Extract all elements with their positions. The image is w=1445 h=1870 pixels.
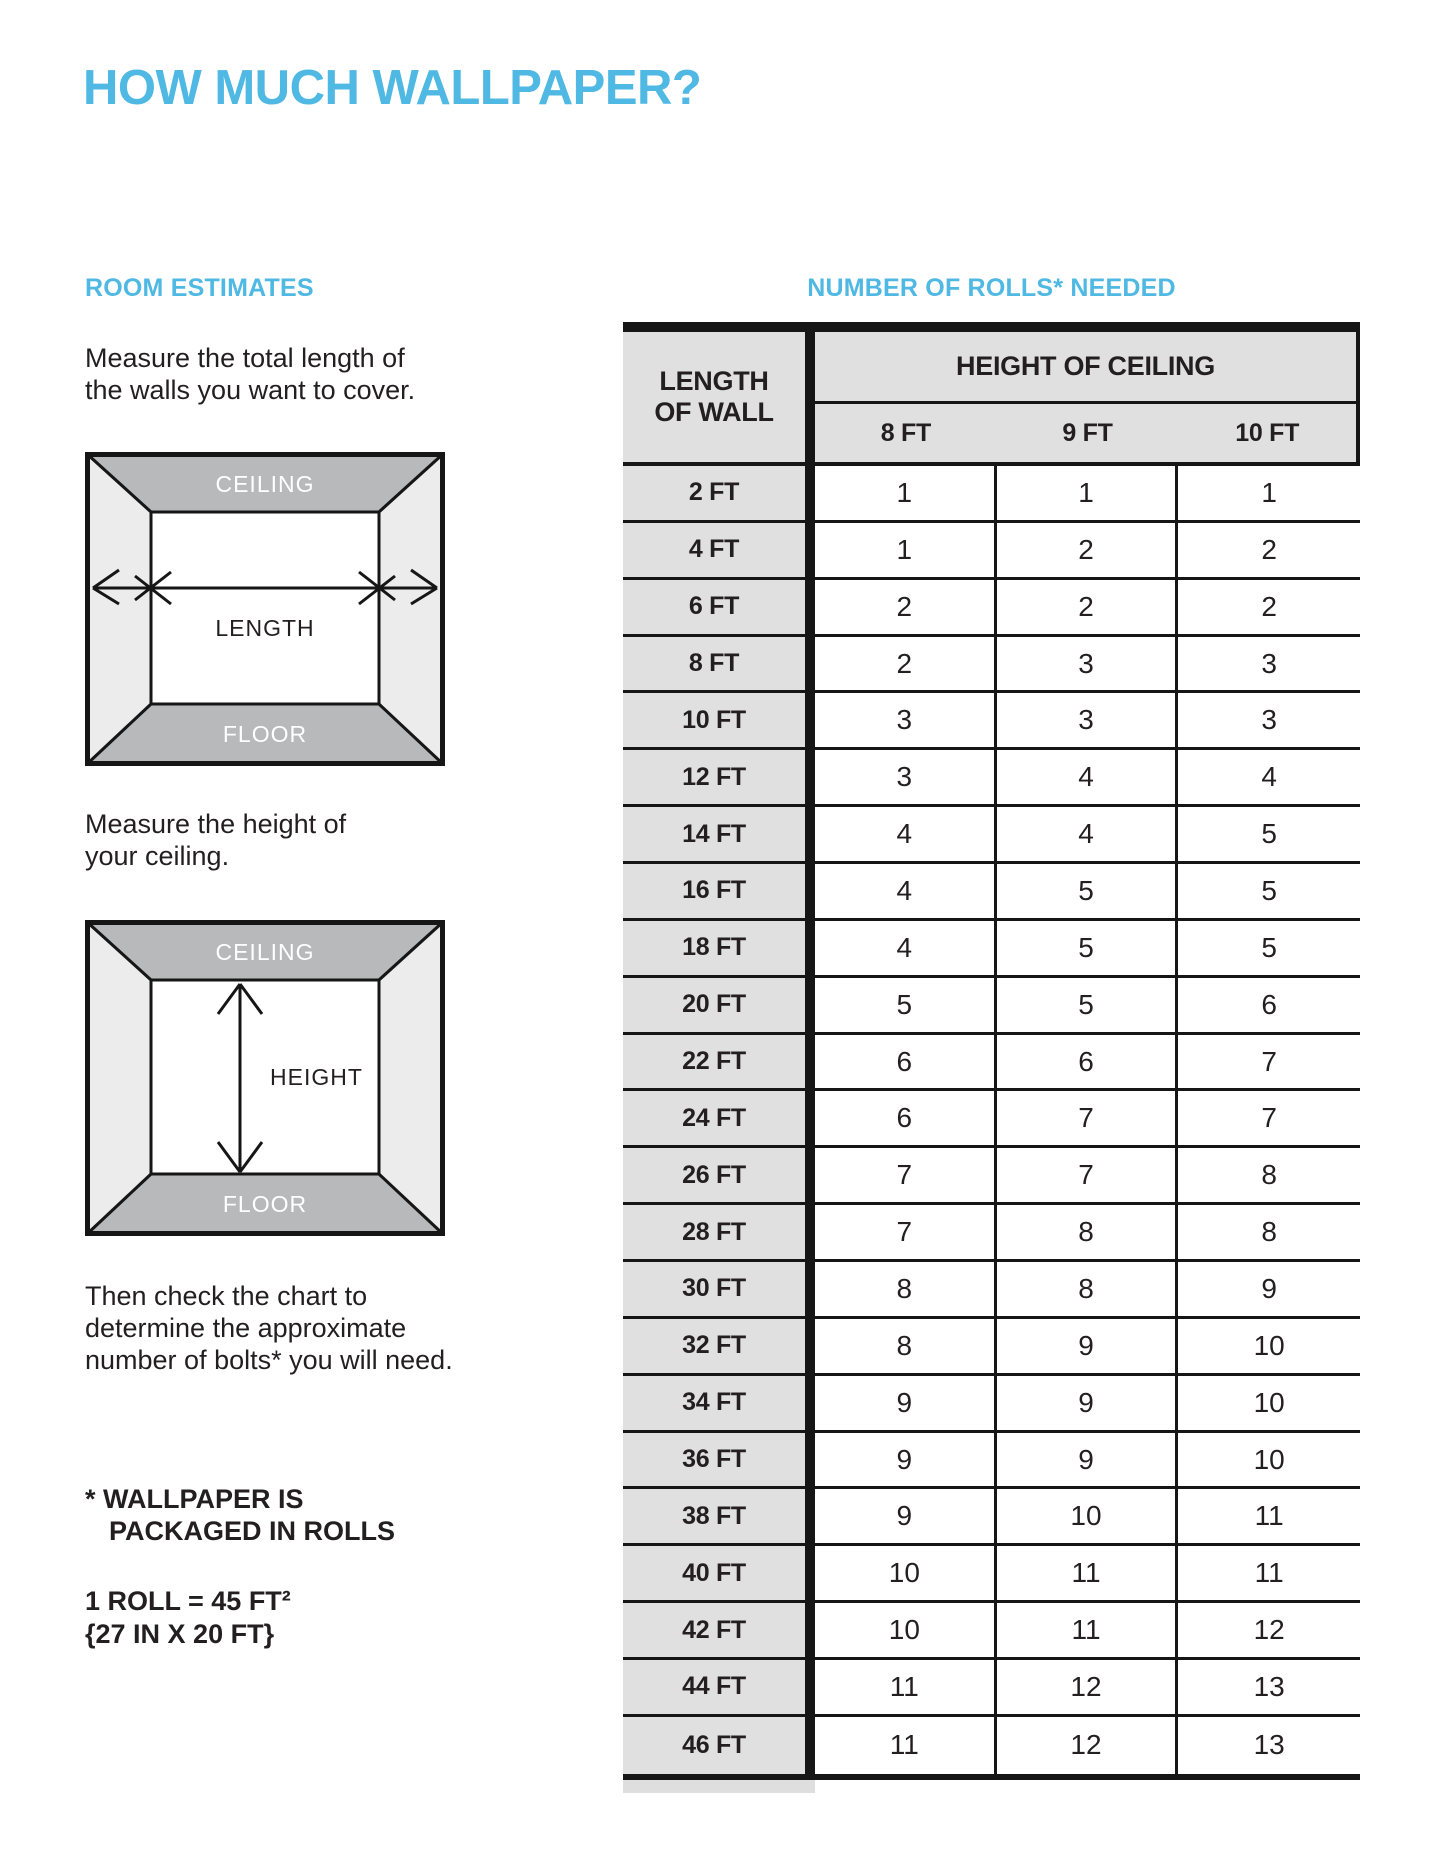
roll-count-cell: 10 (1178, 1433, 1360, 1490)
wall-length-cell: 42 FT (623, 1603, 805, 1660)
instruction-check-chart: Then check the chart to determine the approximate number of bolts* you will need. (85, 1281, 453, 1375)
roll-count-cell: 13 (1178, 1660, 1360, 1717)
ceiling-9ft-header: 9 FT (997, 404, 1179, 466)
roll-count-cell: 12 (997, 1717, 1179, 1774)
roll-count-cell: 3 (1178, 637, 1360, 694)
roll-count-cell: 9 (815, 1489, 997, 1546)
roll-count-cell: 12 (1178, 1603, 1360, 1660)
roll-count-cell: 10 (1178, 1376, 1360, 1433)
roll-count-cell: 5 (997, 978, 1179, 1035)
roll-count-cell: 1 (815, 523, 997, 580)
rolls-table-grid (623, 332, 1360, 1780)
roll-count-cell: 7 (997, 1091, 1179, 1148)
roll-count-cell: 3 (997, 637, 1179, 694)
wall-length-cell: 4 FT (623, 523, 805, 580)
ceiling-10ft-header: 10 FT (1178, 404, 1360, 466)
rolls-needed-heading: NUMBER OF ROLLS* NEEDED (807, 274, 1176, 302)
roll-count-cell: 9 (997, 1319, 1179, 1376)
roll-count-cell: 5 (1178, 807, 1360, 864)
table-footer-gray-strip (623, 1780, 815, 1793)
wall-length-cell: 34 FT (623, 1376, 805, 1433)
floor-label: FLOOR (222, 721, 308, 747)
wall-length-cell: 24 FT (623, 1091, 805, 1148)
roll-count-cell: 8 (1178, 1205, 1360, 1262)
roll-count-cell: 9 (815, 1433, 997, 1490)
wall-length-cell: 12 FT (623, 750, 805, 807)
roll-count-cell: 11 (815, 1660, 997, 1717)
wall-length-cell: 16 FT (623, 864, 805, 921)
wall-length-cell: 22 FT (623, 1035, 805, 1092)
roll-count-cell: 8 (815, 1319, 997, 1376)
roll-count-cell: 7 (997, 1148, 1179, 1205)
roll-count-cell: 6 (815, 1091, 997, 1148)
roll-count-cell: 4 (815, 807, 997, 864)
roll-count-cell: 6 (1178, 978, 1360, 1035)
roll-count-cell: 8 (1178, 1148, 1360, 1205)
roll-count-cell: 11 (1178, 1546, 1360, 1603)
roll-count-cell: 3 (997, 693, 1179, 750)
table-vertical-divider (805, 332, 815, 1774)
wall-length-cell: 14 FT (623, 807, 805, 864)
roll-count-cell: 9 (997, 1433, 1179, 1490)
roll-count-cell: 11 (997, 1546, 1179, 1603)
roll-count-cell: 9 (997, 1376, 1179, 1433)
roll-count-cell: 8 (815, 1262, 997, 1319)
roll-size-spec: 1 ROLL = 45 FT² {27 IN X 20 FT} (85, 1586, 291, 1649)
roll-count-cell: 3 (815, 693, 997, 750)
wall-length-cell: 2 FT (623, 466, 805, 523)
ceiling-8ft-header: 8 FT (815, 404, 997, 466)
roll-count-cell: 10 (1178, 1319, 1360, 1376)
wall-length-cell: 32 FT (623, 1319, 805, 1376)
roll-count-cell: 4 (815, 921, 997, 978)
roll-count-cell: 5 (1178, 921, 1360, 978)
roll-count-cell: 5 (997, 864, 1179, 921)
roll-count-cell: 4 (997, 807, 1179, 864)
roll-count-cell: 13 (1178, 1717, 1360, 1774)
table-top-border (623, 322, 1360, 332)
roll-count-cell: 3 (1178, 693, 1360, 750)
ceiling-label: CEILING (215, 939, 315, 965)
roll-count-cell: 5 (815, 978, 997, 1035)
roll-count-cell: 9 (1178, 1262, 1360, 1319)
instruction-measure-length: Measure the total length of the walls you want to cover. (85, 343, 416, 405)
height-of-ceiling-header: HEIGHT OF CEILING (815, 332, 1360, 404)
wall-length-cell: 46 FT (623, 1717, 805, 1774)
roll-count-cell: 4 (815, 864, 997, 921)
wall-length-cell: 10 FT (623, 693, 805, 750)
back-wall-surface (151, 512, 379, 704)
room-length-diagram (85, 452, 445, 766)
roll-count-cell: 11 (1178, 1489, 1360, 1546)
roll-count-cell: 7 (815, 1148, 997, 1205)
roll-count-cell: 1 (997, 466, 1179, 523)
roll-count-cell: 8 (997, 1205, 1179, 1262)
roll-count-cell: 7 (815, 1205, 997, 1262)
instruction-measure-height: Measure the height of your ceiling. (85, 809, 347, 871)
roll-count-cell: 6 (815, 1035, 997, 1092)
wall-length-cell: 20 FT (623, 978, 805, 1035)
roll-count-cell: 8 (997, 1262, 1179, 1319)
roll-count-cell: 5 (997, 921, 1179, 978)
roll-count-cell: 7 (1178, 1091, 1360, 1148)
room-estimates-heading: ROOM ESTIMATES (85, 274, 314, 302)
roll-count-cell: 1 (815, 466, 997, 523)
roll-count-cell: 7 (1178, 1035, 1360, 1092)
wall-length-cell: 28 FT (623, 1205, 805, 1262)
roll-count-cell: 10 (815, 1603, 997, 1660)
wallpaper-rolls-footnote: * WALLPAPER IS PACKAGED IN ROLLS (85, 1484, 396, 1546)
roll-count-cell: 10 (997, 1489, 1179, 1546)
roll-count-cell: 1 (1178, 466, 1360, 523)
floor-label: FLOOR (222, 1191, 308, 1217)
roll-count-cell: 11 (815, 1717, 997, 1774)
wall-length-cell: 38 FT (623, 1489, 805, 1546)
roll-count-cell: 3 (815, 750, 997, 807)
room-height-diagram (85, 920, 445, 1236)
roll-count-cell: 4 (997, 750, 1179, 807)
roll-count-cell: 2 (997, 523, 1179, 580)
roll-count-cell: 2 (1178, 580, 1360, 637)
page-title: HOW MUCH WALLPAPER? (83, 61, 702, 115)
roll-count-cell: 12 (997, 1660, 1179, 1717)
height-dimension-label: HEIGHT (270, 1064, 363, 1090)
roll-count-cell: 2 (815, 637, 997, 694)
roll-count-cell: 2 (997, 580, 1179, 637)
roll-count-cell: 6 (997, 1035, 1179, 1092)
wall-length-cell: 6 FT (623, 580, 805, 637)
length-of-wall-header: LENGTH OF WALL (623, 332, 805, 466)
length-dimension-label: LENGTH (215, 615, 315, 641)
wall-length-cell: 40 FT (623, 1546, 805, 1603)
roll-count-cell: 11 (997, 1603, 1179, 1660)
rolls-needed-table (623, 322, 1360, 1793)
wall-length-cell: 44 FT (623, 1660, 805, 1717)
wall-length-cell: 8 FT (623, 637, 805, 694)
roll-count-cell: 2 (815, 580, 997, 637)
roll-count-cell: 2 (1178, 523, 1360, 580)
roll-count-cell: 9 (815, 1376, 997, 1433)
wall-length-cell: 26 FT (623, 1148, 805, 1205)
wall-length-cell: 30 FT (623, 1262, 805, 1319)
roll-count-cell: 5 (1178, 864, 1360, 921)
wall-length-cell: 18 FT (623, 921, 805, 978)
roll-count-cell: 10 (815, 1546, 997, 1603)
roll-count-cell: 4 (1178, 750, 1360, 807)
ceiling-label: CEILING (215, 471, 315, 497)
wall-length-cell: 36 FT (623, 1433, 805, 1490)
